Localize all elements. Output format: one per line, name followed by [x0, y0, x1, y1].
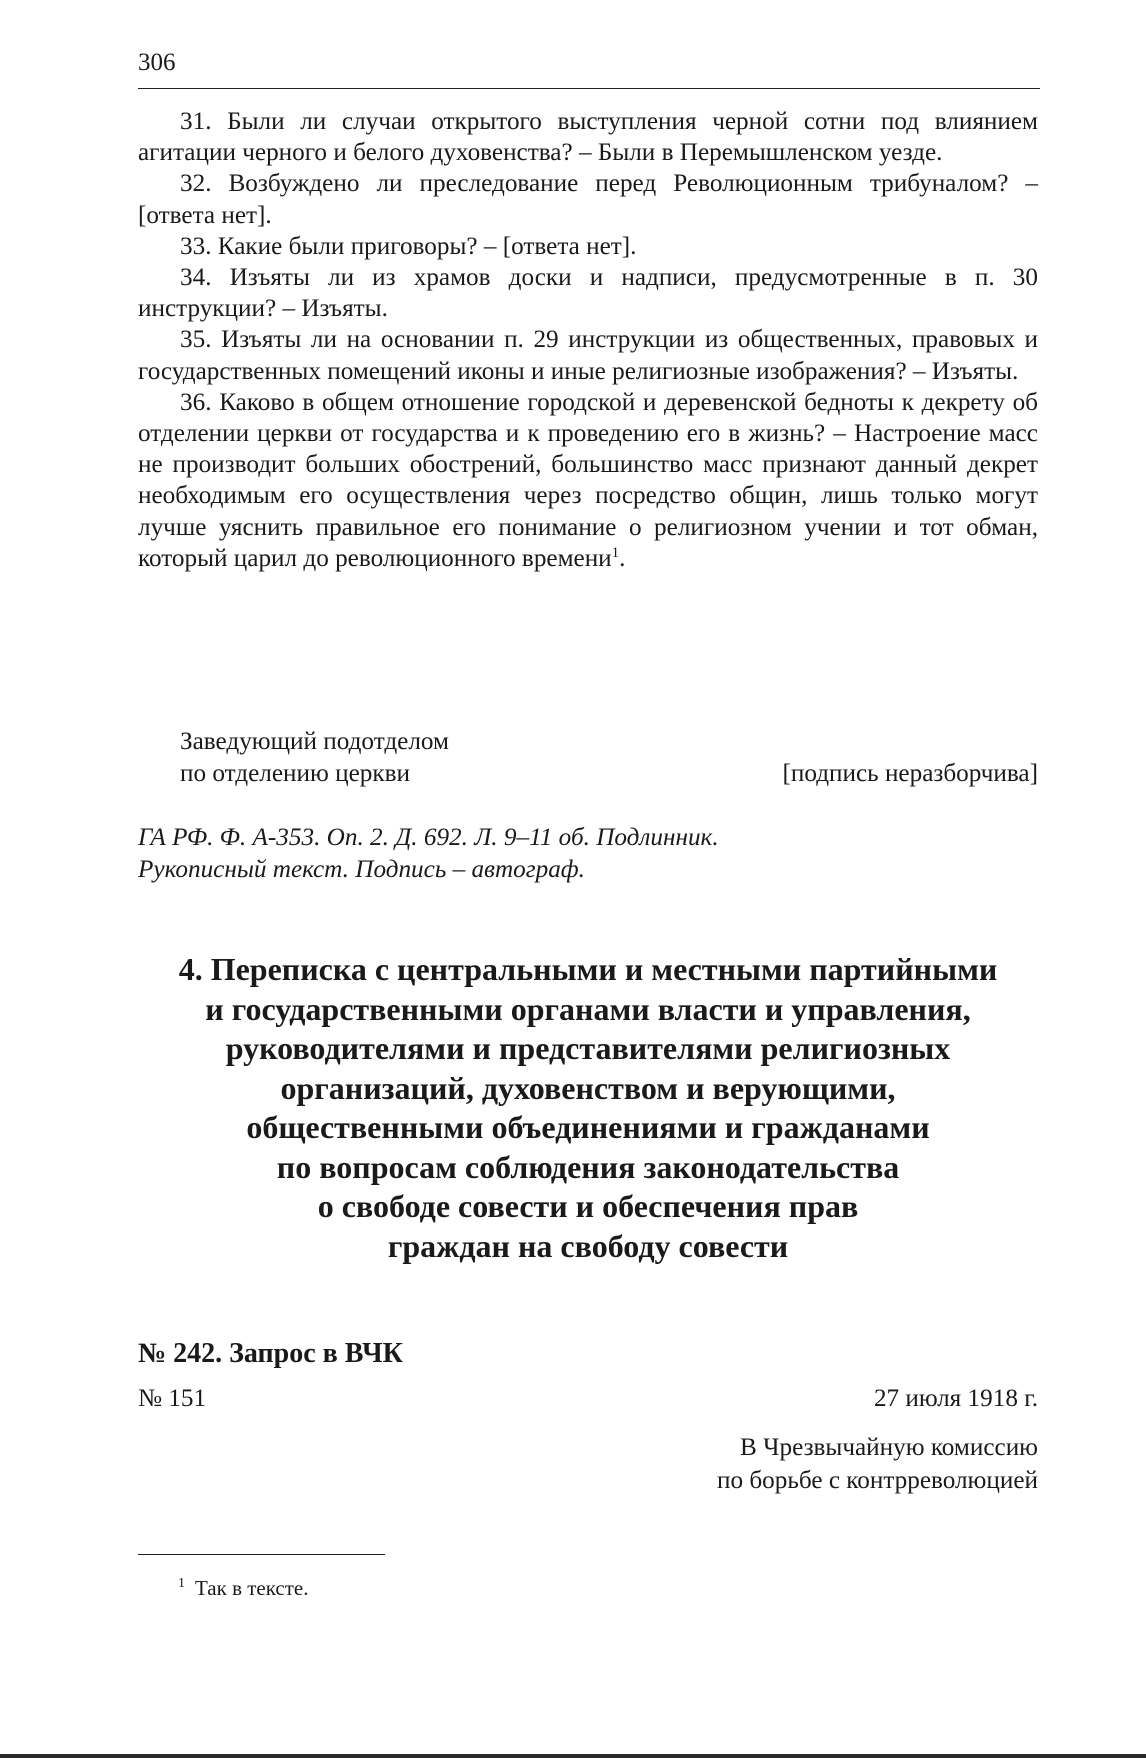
section-heading-line: организаций, духовенством и верующими, — [280, 1069, 896, 1106]
footnote-reference: 1 — [611, 544, 620, 561]
paragraph-36 — [138, 387, 1038, 574]
paragraph-36-period: . — [619, 544, 626, 572]
archive-reference — [138, 822, 1038, 886]
addressee-line2: по борьбе с контрреволюцией — [717, 1467, 1038, 1494]
addressee-line1: В Чрезвычайную комиссию — [740, 1434, 1038, 1461]
paragraph-35: 35. Изъяты ли на основании п. 29 инструкции из общественных, правовых и государственных помещений иконы и иные религиозные изображения? – Изъяты. — [138, 326, 1038, 385]
document-number: № 151 — [138, 1385, 207, 1412]
section-heading-line: руководителями и представителями религиозных — [225, 1030, 951, 1066]
footnote — [178, 1574, 309, 1602]
header-divider — [138, 88, 1040, 89]
signature-note: [подпись неразборчива] — [782, 760, 1038, 787]
document-date: 27 июля 1918 г. — [873, 1385, 1038, 1412]
paragraph-31: 31. Были ли случаи открытого выступления черной сотни под влиянием агитации черного и белого духовенства? – Были в Перемышленском уезде. — [138, 108, 1038, 167]
signatory-title-line2: по отделению церкви — [180, 760, 410, 787]
paragraph-34: 34. Изъяты ли из храмов доски и надписи, предусмотренные в п. 30 инструкции? – Изъяты. — [138, 264, 1038, 323]
section-heading-line: граждан на свободу совести — [387, 1227, 789, 1264]
footnote-divider — [138, 1554, 385, 1555]
section-heading-line: и государственными органами власти и управления, — [205, 990, 971, 1027]
section-heading — [138, 950, 1038, 1266]
archive-reference-line1: ГА РФ. Ф. А-353. Оп. 2. Д. 692. Л. 9–11 об. Подлинник. — [138, 824, 719, 851]
section-heading-line: общественными объединениями и гражданами — [246, 1109, 930, 1145]
section-heading-line: по вопросам соблюдения законодательства — [276, 1148, 900, 1185]
footnote-text: Так в тексте. — [195, 1576, 309, 1600]
page-number: 306 — [138, 49, 176, 76]
archive-reference-line2: Рукописный текст. Подпись – автограф. — [138, 856, 585, 883]
signature-block — [180, 726, 1038, 790]
paragraph-33: 33. Какие были приговоры? – [ответа нет]. — [180, 232, 637, 260]
addressee-block — [717, 1431, 1038, 1497]
section-heading-line: о свободе совести и обеспечения прав — [317, 1188, 859, 1224]
document-title: № 242. Запрос в ВЧК — [138, 1338, 403, 1369]
signatory-title-line1: Заведующий подотделом — [180, 728, 449, 755]
document-meta — [138, 1383, 1038, 1415]
page-bottom-edge — [0, 1754, 1146, 1758]
main-text — [138, 106, 1038, 574]
section-heading-line: 4. Переписка с центральными и местными партийными — [178, 951, 998, 987]
paragraph-32: 32. Возбуждено ли преследование перед Революционным трибуналом? – [ответа нет]. — [138, 170, 1038, 229]
footnote-mark: 1 — [178, 1576, 185, 1591]
paragraph-36-text: 36. Каково в общем отношение городской и деревенской бедноты к декрету об отделении церкви от государства и к проведению его в жизнь? – Настроение масс не производит больших обострений, большинство масс признают данный декрет необходимым его осуществления через посредство общин, лишь только могут лучше уяснить правильное его понимание о религиозном учении и тот обман, который царил до революционного времени — [138, 388, 1038, 572]
